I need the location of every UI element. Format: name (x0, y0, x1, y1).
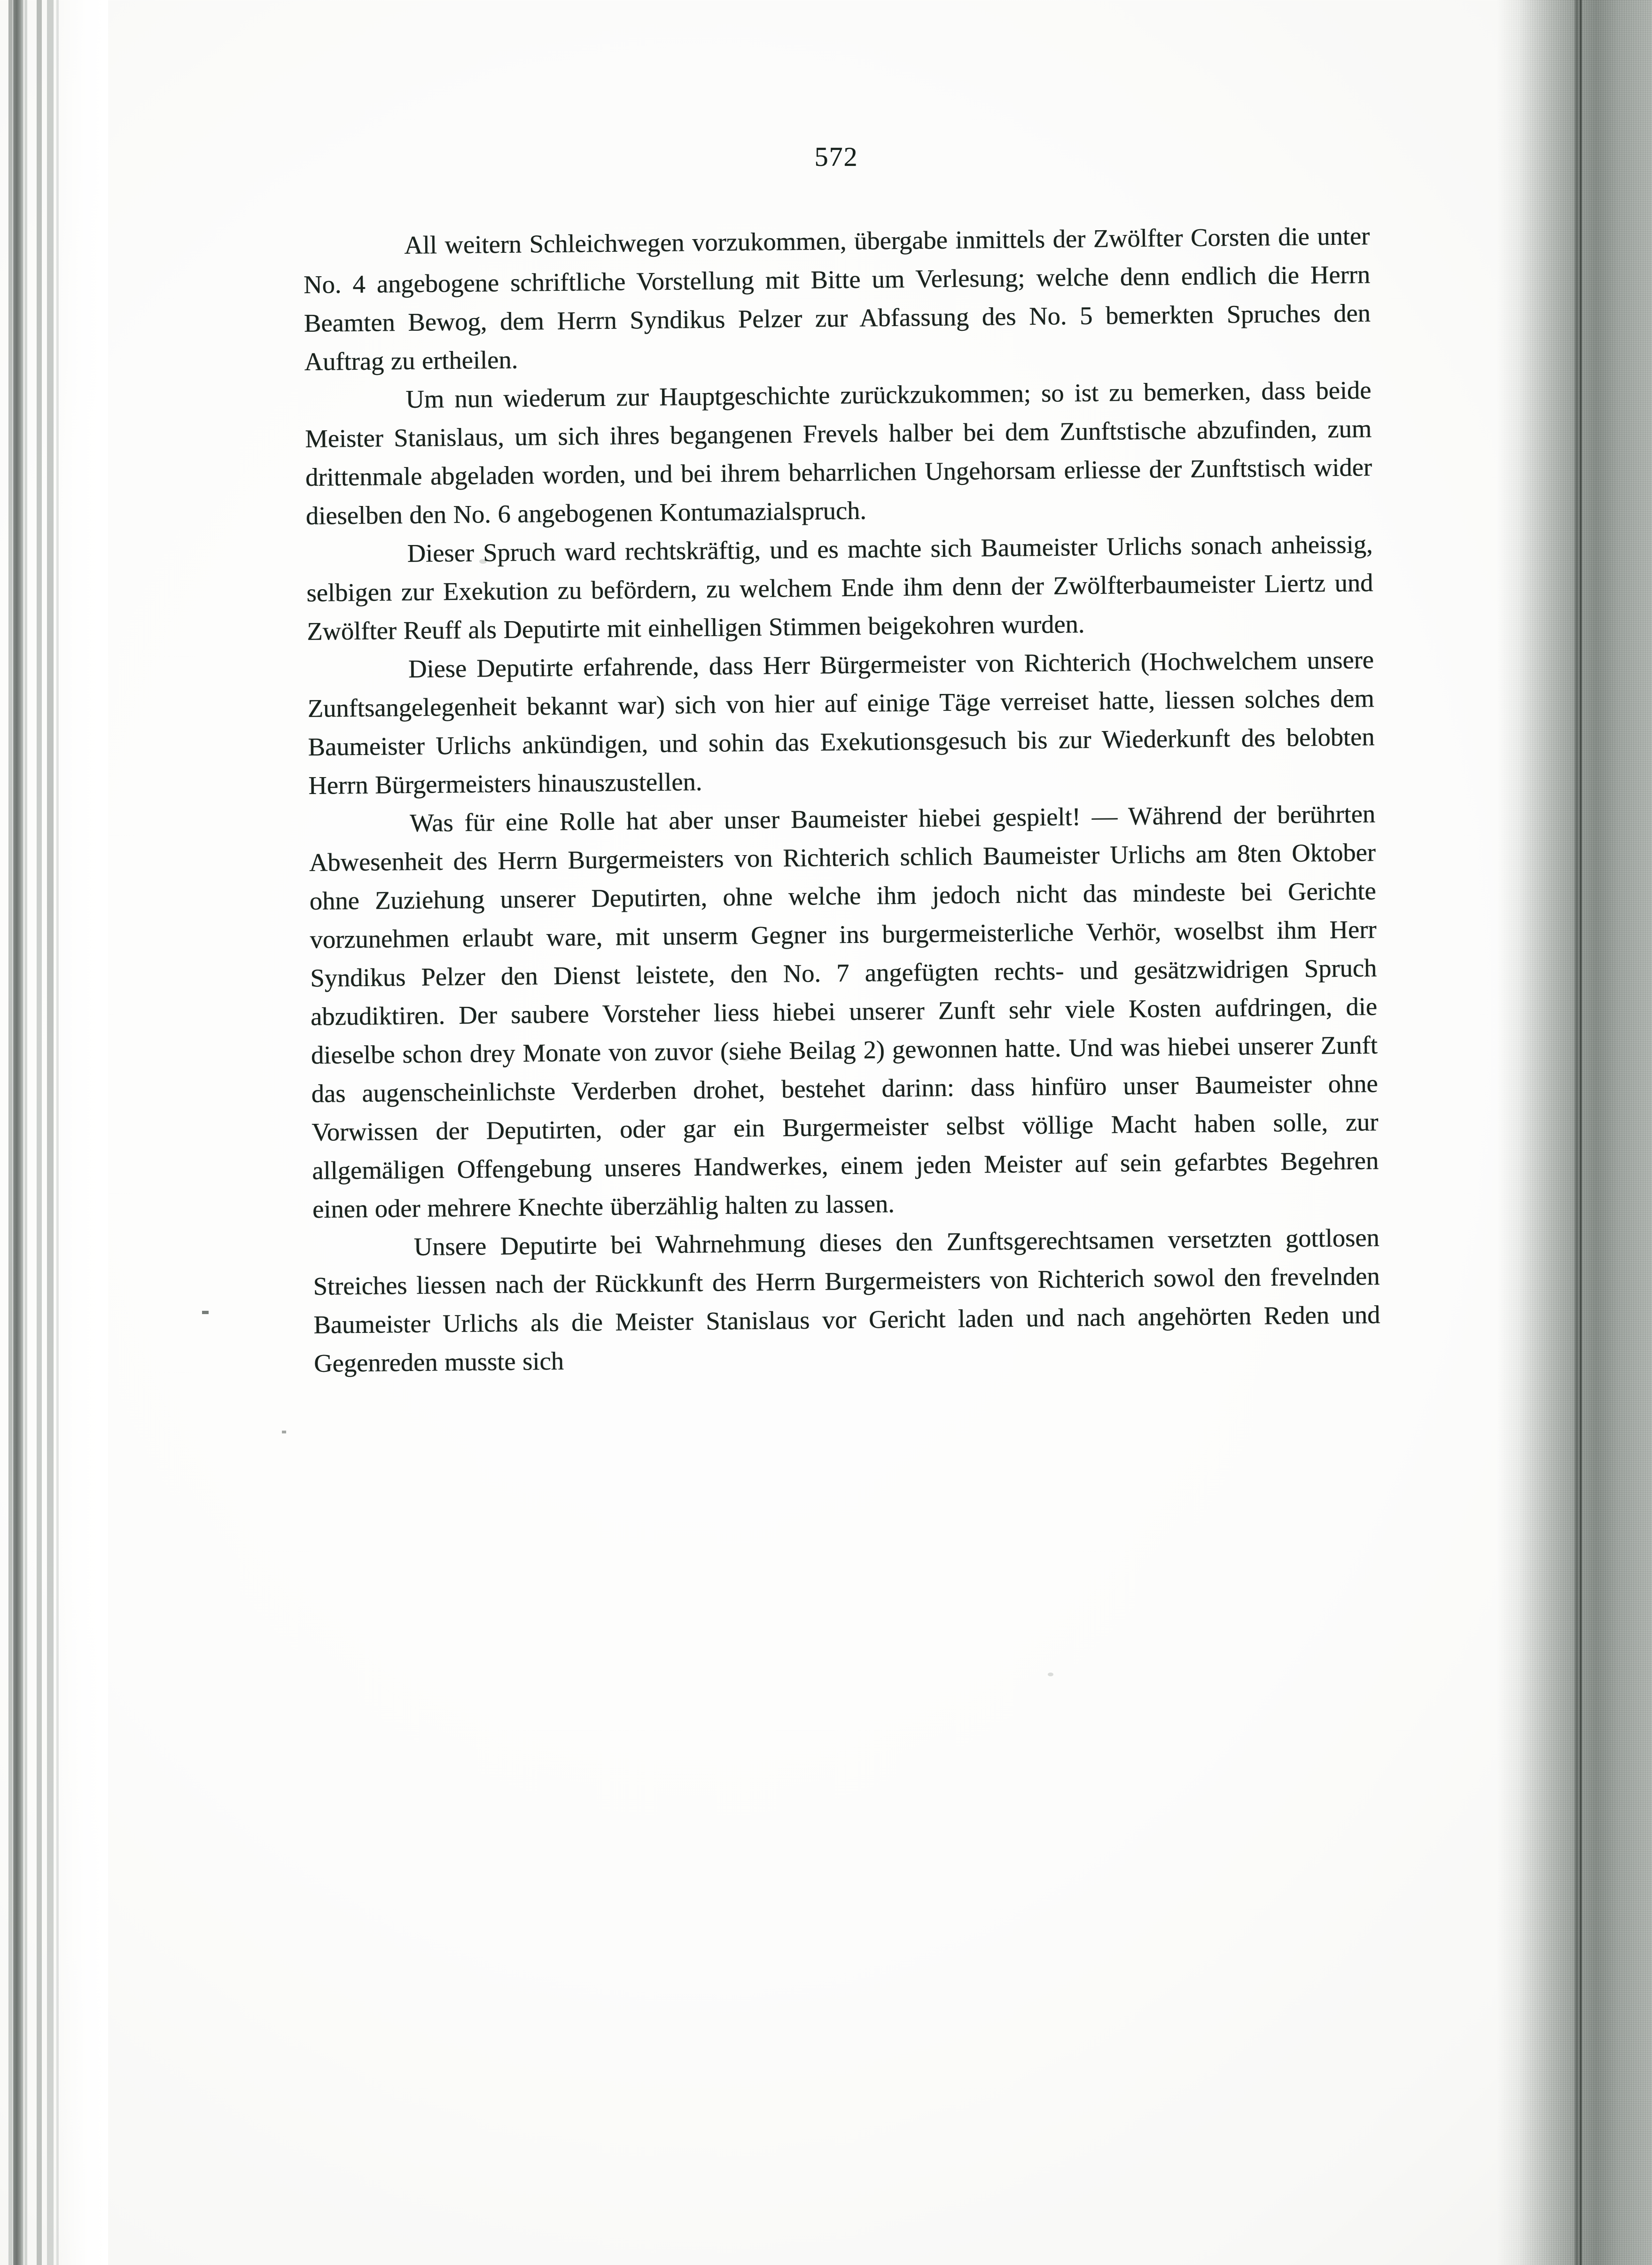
paragraph: Um nun wiederum zur Hauptgeschichte zurückzukommen; so ist zu bemerken, dass beide Meister Stanislaus, um sich ihres begangenen Frevels halber bei dem Zunftstische abzufinden, zum drittenmale abgeladen worden, und bei ihrem beharrlichen Ungehorsam erliesse der Zunftstisch wider dieselben den No. 6 angebogenen Kontumazialspruch. (305, 375, 1372, 530)
paragraph: Dieser Spruch ward rechtskräftig, und es machte sich Baumeister Urlichs sonach anheissig, selbigen zur Exekution zu befördern, zu welchem Ende ihm denn der Zwölfterbaumeister Liertz und Zwölfter Reuff als Deputirte mit einhelligen Stimmen beigekohren wurden. (306, 529, 1373, 646)
paragraph: All weitern Schleichwegen vorzukommen, übergabe inmittels der Zwölfter Corsten die unter No. 4 angebogene schriftliche Vorstellung mit Bitte um Verlesung; welche denn endlich die Herrn Beamten Bewog, dem Herrn Syndikus Pelzer zur Abfassung des No. 5 bemerkten Spruches den Auftrag zu ertheilen. (303, 221, 1371, 376)
text-column (303, 141, 1380, 1383)
paragraph: Was für eine Rolle hat aber unser Baumeister hiebei gespielt! — Während der berührten Abwesenheit des Herrn Burgermeisters von Richterich schlich Baumeister Urlichs am 8ten Oktober ohne Zuziehung unserer Deputirten, ohne welche ihm jedoch nicht das mindeste bei Gerichte vorzunehmen erlaubt ware, mit unserm Gegner ins burgermeisterliche Verhör, woselbst ihm Herr Syndikus Pelzer den Dienst leistete, den No. 7 angefügten rechts- und gesätzwidrigen Spruch abzudiktiren. Der saubere Vorsteher liess hiebei unserer Zunft sehr viele Kosten aufdringen, die dieselbe schon drey Monate von zuvor (siehe Beilag 2) gewonnen hatte. Und was hiebei unserer Zunft das augenscheinlichste Verderben drohet, bestehet darinn: dass hinfüro unser Baumeister ohne Vorwissen der Deputirten, oder gar ein Burgermeister selbst völlige Macht haben solle, zur allgemäligen Offengebung unseres Handwerkes, einem jeden Meister auf sein gefarbtes Begehren einen oder mehrere Knechte überzählig halten zu lassen. (309, 799, 1379, 1223)
page-number: 572 (814, 141, 858, 172)
body-text (303, 217, 1381, 1383)
paragraph: Diese Deputirte erfahrende, dass Herr Bürgermeister von Richterich (Hochwelchem unsere Zunftsangelegenheit bekannt war) sich von hier auf einige Täge verreiset hatte, liessen solches dem Baumeister Urlichs ankündigen, und sohin das Exekutionsgesuch bis zur Wiederkunft des belobten Herrn Bürgermeisters hinauszustellen. (307, 645, 1375, 800)
paragraph: Unsere Deputirte bei Wahrnehmung dieses den Zunftsgerechtsamen versetzten gottlosen Streiches liessen nach der Rückkunft des Herrn Burgermeisters von Richterich sowol den frevelnden Baumeister Urlichs als die Meister Stanislaus vor Gericht laden und nach angehörten Reden und Gegenreden musste sich (313, 1223, 1380, 1378)
